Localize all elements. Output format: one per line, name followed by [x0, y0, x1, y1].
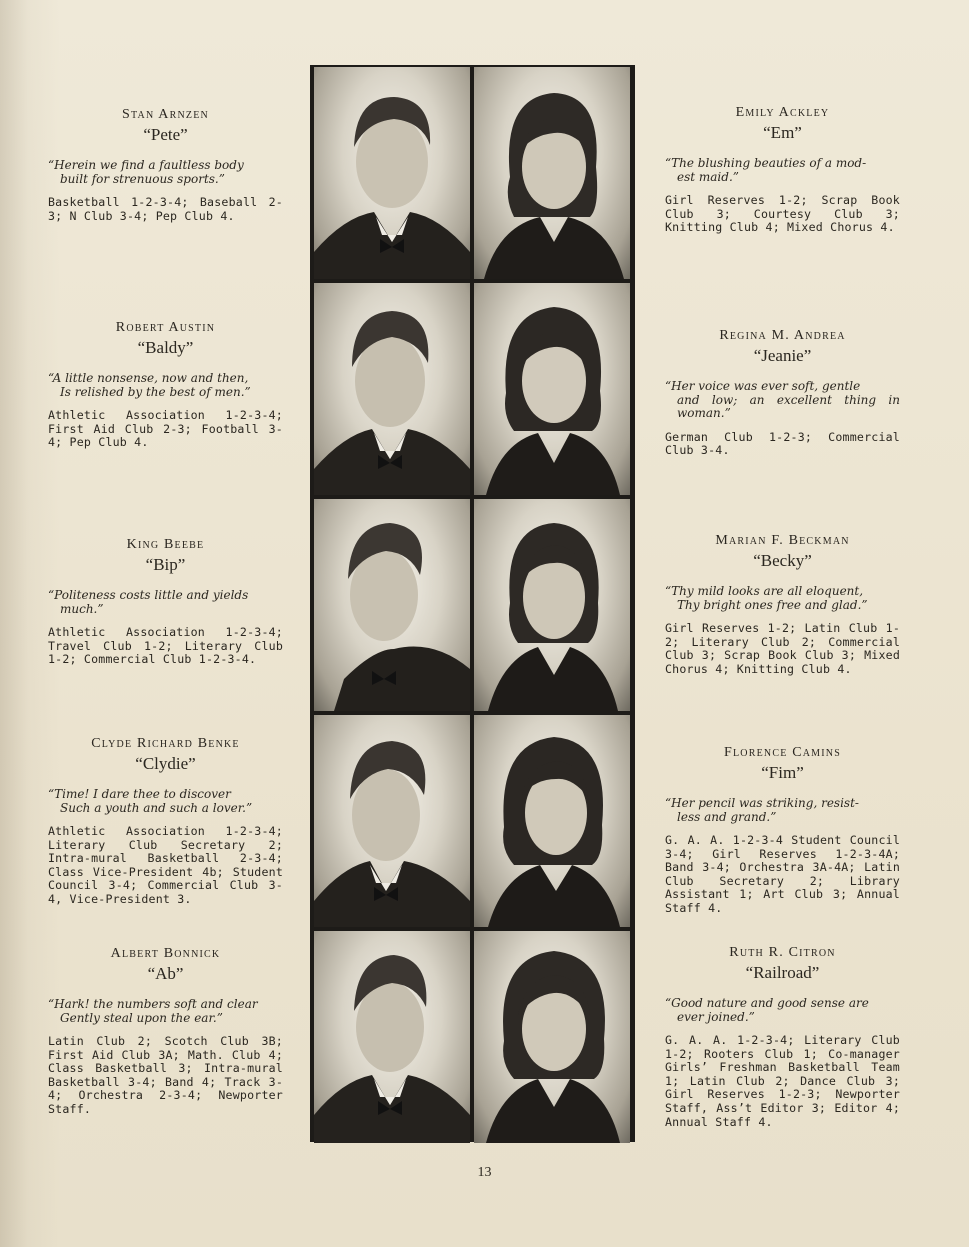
student-nickname: “Ab”	[147, 964, 184, 983]
senior-entry-king-beebe	[48, 537, 283, 667]
student-activities: Athletic Association 1-2-3-4; Literary Club Secretary 2; Intra-mural Basketball 2-3-4; Class Vice-President 4b; Student Council 3-4; Commercial Club 3-4, Vice-President 3.	[48, 824, 283, 906]
student-quote: “Hark! the numbers soft and clear Gently steal upon the ear.”	[48, 997, 258, 1025]
portrait-photo	[474, 931, 630, 1143]
student-nickname: “Baldy”	[137, 338, 194, 357]
student-nickname: “Bip”	[145, 555, 186, 574]
student-name: Emily Ackley	[735, 105, 830, 120]
female-portrait-icon	[474, 715, 630, 927]
student-nickname: “Railroad”	[745, 963, 820, 982]
student-name: Florence Camins	[724, 745, 841, 760]
student-quote: “Thy mild looks are all eloquent, Thy bright ones free and glad.”	[665, 584, 868, 612]
portrait-photo	[474, 715, 630, 927]
student-activities: German Club 1-2-3; Commercial Club 3-4.	[665, 429, 900, 458]
student-name: King Beebe	[126, 537, 205, 552]
student-nickname: “Clydie”	[135, 754, 196, 773]
student-quote: “A little nonsense, now and then, Is relished by the best of men.”	[48, 371, 251, 399]
student-quote: “Good nature and good sense are ever joined.”	[665, 996, 869, 1024]
student-quote: “Her voice was ever soft, gentle and low; an excellent thing in woman.”	[665, 379, 900, 420]
student-nickname: “Becky”	[753, 551, 812, 570]
student-name: Marian F. Beckman	[715, 533, 850, 548]
male-portrait-icon	[314, 715, 470, 927]
male-portrait-icon	[314, 499, 470, 711]
student-activities: Athletic Association 1-2-3-4; First Aid Club 2-3; Football 3-4; Pep Club 4.	[48, 408, 283, 450]
student-activities: G. A. A. 1-2-3-4 Student Council 3-4; Girl Reserves 1-2-3-4A; Band 3-4; Orchestra 3A-4A; Latin Club Secretary 2; Library Assistant 1; Art Club 3; Annual Staff 4.	[665, 833, 900, 915]
senior-entry-emily-ackley	[665, 105, 900, 235]
senior-entry-albert-bonnick	[48, 946, 283, 1117]
student-name: Regina M. Andrea	[719, 328, 846, 343]
female-portrait-icon	[474, 283, 630, 495]
student-nickname: “Fim”	[761, 763, 804, 782]
portrait-grid	[310, 65, 635, 1142]
senior-entry-florence-camins	[665, 745, 900, 916]
senior-entry-robert-austin	[48, 320, 283, 450]
student-activities: Basketball 1-2-3-4; Baseball 2-3; N Club 3-4; Pep Club 4.	[48, 195, 283, 223]
student-quote: “The blushing beauties of a mod- est maid.”	[665, 156, 867, 184]
portrait-photo	[314, 931, 470, 1143]
student-quote: “Politeness costs little and yields much.”	[48, 588, 249, 616]
student-quote: “Time! I dare thee to discover Such a youth and such a lover.”	[48, 787, 253, 815]
senior-entry-regina-andrea	[665, 328, 900, 458]
student-name: Ruth R. Citron	[729, 945, 836, 960]
student-name: Clyde Richard Benke	[91, 736, 240, 751]
student-name: Robert Austin	[115, 320, 216, 335]
student-activities: Athletic Association 1-2-3-4; Travel Club 1-2; Literary Club 1-2; Commercial Club 1-2-3-4.	[48, 625, 283, 667]
female-portrait-icon	[474, 499, 630, 711]
portrait-photo	[314, 715, 470, 927]
student-nickname: “Jeanie”	[753, 346, 812, 365]
senior-entry-marian-beckman	[665, 533, 900, 676]
student-name: Albert Bonnick	[110, 946, 221, 961]
student-quote: “Herein we find a faultless body built for strenuous sports.”	[48, 158, 244, 186]
portrait-photo	[314, 67, 470, 279]
portrait-photo	[314, 283, 470, 495]
student-activities: Girl Reserves 1-2; Latin Club 1-2; Literary Club 2; Commercial Club 3; Scrap Book Club 3; Mixed Chorus 4; Knitting Club 4.	[665, 621, 900, 676]
portrait-photo	[474, 499, 630, 711]
student-nickname: “Em”	[763, 123, 802, 142]
female-portrait-icon	[474, 931, 630, 1143]
page-number: 13	[477, 1165, 492, 1180]
portrait-photo	[474, 283, 630, 495]
portrait-photo	[474, 67, 630, 279]
female-portrait-icon	[474, 67, 630, 279]
student-activities: Latin Club 2; Scotch Club 3B; First Aid Club 3A; Math. Club 4; Class Basketball 3; Intra-mural Basketball 3-4; Band 4; Track 3-4; Orchestra 2-3-4; Newporter Staff.	[48, 1034, 283, 1116]
male-portrait-icon	[314, 931, 470, 1143]
senior-entry-ruth-citron	[665, 945, 900, 1129]
student-activities: Girl Reserves 1-2; Scrap Book Club 3; Courtesy Club 3; Knitting Club 4; Mixed Chorus 4.	[665, 193, 900, 235]
student-name: Stan Arnzen	[122, 107, 209, 122]
senior-entry-clyde-benke	[48, 736, 283, 907]
student-quote: “Her pencil was striking, resist- less and grand.”	[665, 796, 859, 824]
senior-entry-stan-arnzen	[48, 107, 283, 223]
student-activities: G. A. A. 1-2-3-4; Literary Club 1-2; Rooters Club 1; Co-manager Girls’ Freshman Basketball Team 1; Latin Club 2; Dance Club 3; Girl Reserves 1-2-3; Newporter Staff, Ass’t Editor 3; Editor 4; Annual Staff 4.	[665, 1033, 900, 1129]
male-portrait-icon	[314, 67, 470, 279]
student-nickname: “Pete”	[143, 125, 188, 144]
portrait-photo	[314, 499, 470, 711]
male-portrait-icon	[314, 283, 470, 495]
